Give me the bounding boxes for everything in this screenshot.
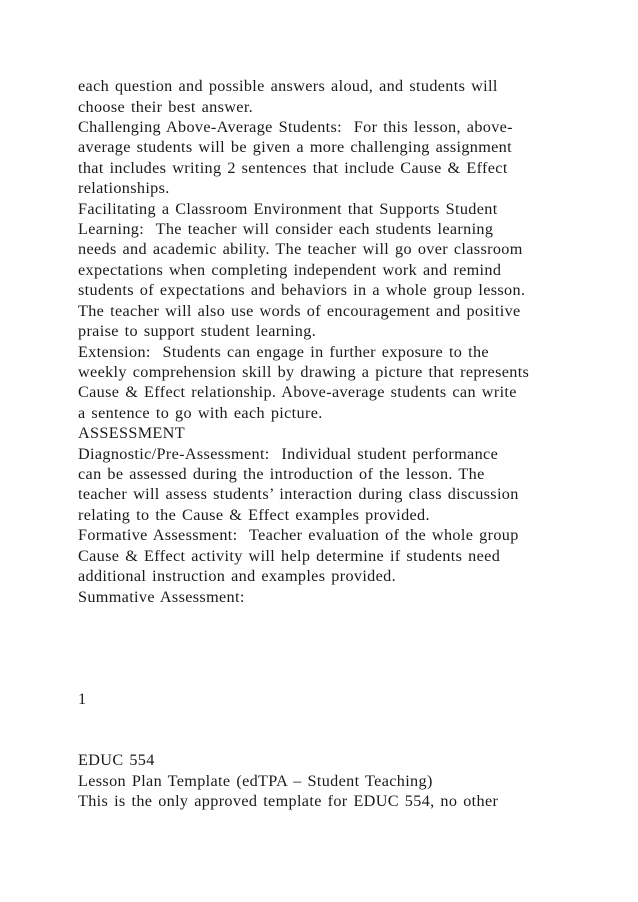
body-line: relationships.	[78, 179, 170, 197]
body-line: Diagnostic/Pre-Assessment: Individual student performance	[78, 445, 499, 463]
body-line: Extension: Students can engage in further exposure to the	[78, 343, 489, 361]
page-number: 1	[78, 690, 87, 708]
body-line: Cause & Effect relationship. Above-average students can write	[78, 383, 517, 401]
body-line: average students will be given a more challenging assignment	[78, 138, 512, 156]
body-line: that includes writing 2 sentences that include Cause & Effect	[78, 159, 508, 177]
body-line: expectations when completing independent work and remind	[78, 261, 502, 279]
body-line: a sentence to go with each picture.	[78, 404, 323, 422]
body-line: Cause & Effect activity will help determine if students need	[78, 547, 501, 565]
body-line: Learning: The teacher will consider each students learning	[78, 220, 494, 238]
body-line: teacher will assess students’ interaction during class discussion	[78, 485, 519, 503]
body-line: needs and academic ability. The teacher will go over classroom	[78, 240, 523, 258]
body-line: each question and possible answers aloud, and students will	[78, 77, 498, 95]
body-line: can be assessed during the introduction of the lesson. The	[78, 465, 485, 483]
body-line: praise to support student learning.	[78, 322, 317, 340]
template-title: Lesson Plan Template (edTPA – Student Teaching)	[78, 772, 433, 790]
body-line: additional instruction and examples provided.	[78, 567, 397, 585]
body-line: The teacher will also use words of encouragement and positive	[78, 302, 521, 320]
body-line: Formative Assessment: Teacher evaluation of the whole group	[78, 526, 519, 544]
body-line: choose their best answer.	[78, 98, 254, 116]
section-heading: ASSESSMENT	[78, 424, 185, 442]
body-line: Summative Assessment:	[78, 588, 245, 606]
body-line: Facilitating a Classroom Environment that Supports Student	[78, 200, 498, 218]
course-code: EDUC 554	[78, 751, 155, 769]
body-line: Challenging Above-Average Students: For this lesson, above-	[78, 118, 513, 136]
template-note: This is the only approved template for EDUC 554, no other	[78, 792, 499, 810]
body-line: weekly comprehension skill by drawing a picture that represents	[78, 363, 530, 381]
body-line: students of expectations and behaviors in a whole group lesson.	[78, 281, 526, 299]
body-line: relating to the Cause & Effect examples provided.	[78, 506, 430, 524]
